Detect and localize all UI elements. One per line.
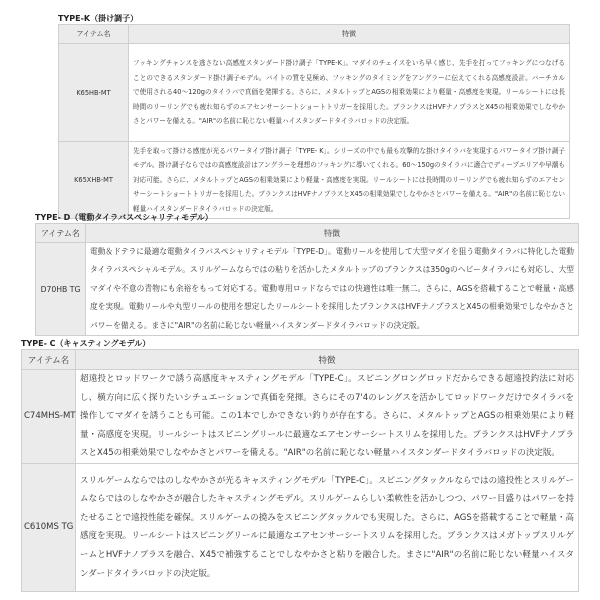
item-name: K65XHB-MT	[59, 142, 129, 219]
table-row	[36, 243, 579, 336]
spec-table-type-k	[58, 24, 570, 219]
table-row	[22, 370, 579, 464]
item-description: 先手を取って掛ける感度が光るパワータイプ掛け調子「TYPE- K」。シリーズの中でも最も攻撃的な掛けタイラバを実現するパワータイプ掛け調子モデル。掛け調子ならではの高感度設計はアングラーを理想のフッキングに導いてくれる。60～150gのタイラバに適合でディープエリアや早潮も対応可能。さらに、メタルトップとAGSの相乗効果により軽量・高感度を実現。リールシートには長時間のリーリングでも疲れ知らずのエアセンサーシートショートトリガーを採用した。ブランクスはHVFナノプラスとX45の相乗効果でしなやかさとパワーを備える。"AIR"の名前に恥じない軽量ハイスタンダードタイラバロッドの決定版。	[129, 142, 570, 219]
item-name: C610MS TG	[22, 463, 76, 591]
spec-table-type-c	[21, 349, 579, 592]
table-header-row	[22, 350, 579, 370]
item-name: D70HB TG	[36, 243, 86, 336]
table-row	[59, 142, 570, 219]
item-name: K65HB-MT	[59, 44, 129, 142]
header-features: 特徴	[129, 25, 570, 44]
header-item-name: アイテム名	[36, 224, 86, 243]
header-item-name: アイテム名	[59, 25, 129, 44]
table-row	[22, 463, 579, 591]
header-features: 特徴	[86, 224, 579, 243]
table-header-row	[36, 224, 579, 243]
item-description: 電動＆ドテラに最適な電動タイラバスペシャリティモデル「TYPE-D」。電動リールを使用して大型マダイを狙う電動タイラバに特化した電動タイラバスペシャルモデル。スリルゲームならではの粘りを活かしたメタルトップのブランクスは350gのヘビータイラバにも対応し、大型マダイや不意の青物にも余裕をもって対応する。電動専用ロッドならではの快適性は唯一無二。さらに、AGSを搭載することで軽量・高感度を実現。電動リールや丸型リールの使用を想定したリールシートを採用したブランクスはHVFナノプラスとX45の相乗効果でしなやかさとパワーを備える。まさに"AIR"の名前に恥じない軽量ハイスタンダードタイラバロッドの決定版。	[86, 243, 579, 336]
section-title-type-c: TYPE- C（キャスティングモデル）	[21, 339, 151, 348]
header-features: 特徴	[76, 350, 579, 370]
item-name: C74MHS-MT	[22, 370, 76, 464]
section-title-type-k: TYPE-K（掛け調子）	[58, 14, 139, 23]
spec-table-type-d	[35, 223, 579, 336]
item-description: スリルゲームならではのしなやかさが光るキャスティングモデル「TYPE-C」。スピニングタックルならではの遠投性とスリルゲームならではのしなやかさが融合したキャスティングモデル。スリルゲームらしい柔軟性を活かしつつ、パワー目盛りはパワーを持たせることで遠投性能を確保。スリルゲームの撓みをスピニングタックルでも実現した。さらに、AGSを搭載することで軽量・高感度を実現。リールシートはスピニングリールに最適なエアセンサーシートスリムを採用した。ブランクスはメガトップスリルゲームとHVFナノプラスを融合、X45で補強することでしなやかさと粘りを融合した。まさに"AIR"の名前に恥じない軽量ハイスタンダードタイラバロッドの決定版。	[76, 463, 579, 591]
item-description: フッキングチャンスを逃さない高感度スタンダード掛け調子「TYPE-K」。マダイのチェイスをいち早く感じ、先手を打ってフッキングにつなげることのできるスタンダード掛け調子モデル。バイトの質を見極め、フッキングのタイミングをアングラーに伝えてくれる高感度設計。バーチカルで使用される40～120gのタイラバで真価を発揮する。さらに、メタルトップとAGSの相乗効果により軽量・高感度を実現。リールシートには長時間のリーリングでも疲れ知らずのエアセンサーシートショートトリガーを採用した。ブランクスはHVFナノプラスとX45の相乗効果でしなやかさとパワーを備える。"AIR"の名前に恥じない軽量ハイスタンダードタイラバロッドの決定版。	[129, 44, 570, 142]
table-row	[59, 44, 570, 142]
table-header-row	[59, 25, 570, 44]
header-item-name: アイテム名	[22, 350, 76, 370]
item-description: 超遠投とロッドワークで誘う高感度キャスティングモデル「TYPE-C」。スピニングロングロッドだからできる超遠投釣法に対応し、横方向に広く探りたいシチュエーションで真価を発揮。さらにその7'4のレングスを活かしてロッドワークだけでタイラバを操作してマダイを誘うことも可能。この1本でしかできない釣りが存在する。さらに、メタルトップとAGSの相乗効果により軽量・高感度を実現。リールシートはスピニングリールに最適なエアセンサーシートスリムを採用した。ブランクスはHVFナノプラスとX45の相乗効果でしなやかさとパワーを備える。"AIR"の名前に恥じない軽量ハイスタンダードタイラバロッドの決定版。	[76, 370, 579, 464]
section-title-type-d: TYPE- D（電動タイラバスペシャリティモデル）	[35, 213, 213, 222]
